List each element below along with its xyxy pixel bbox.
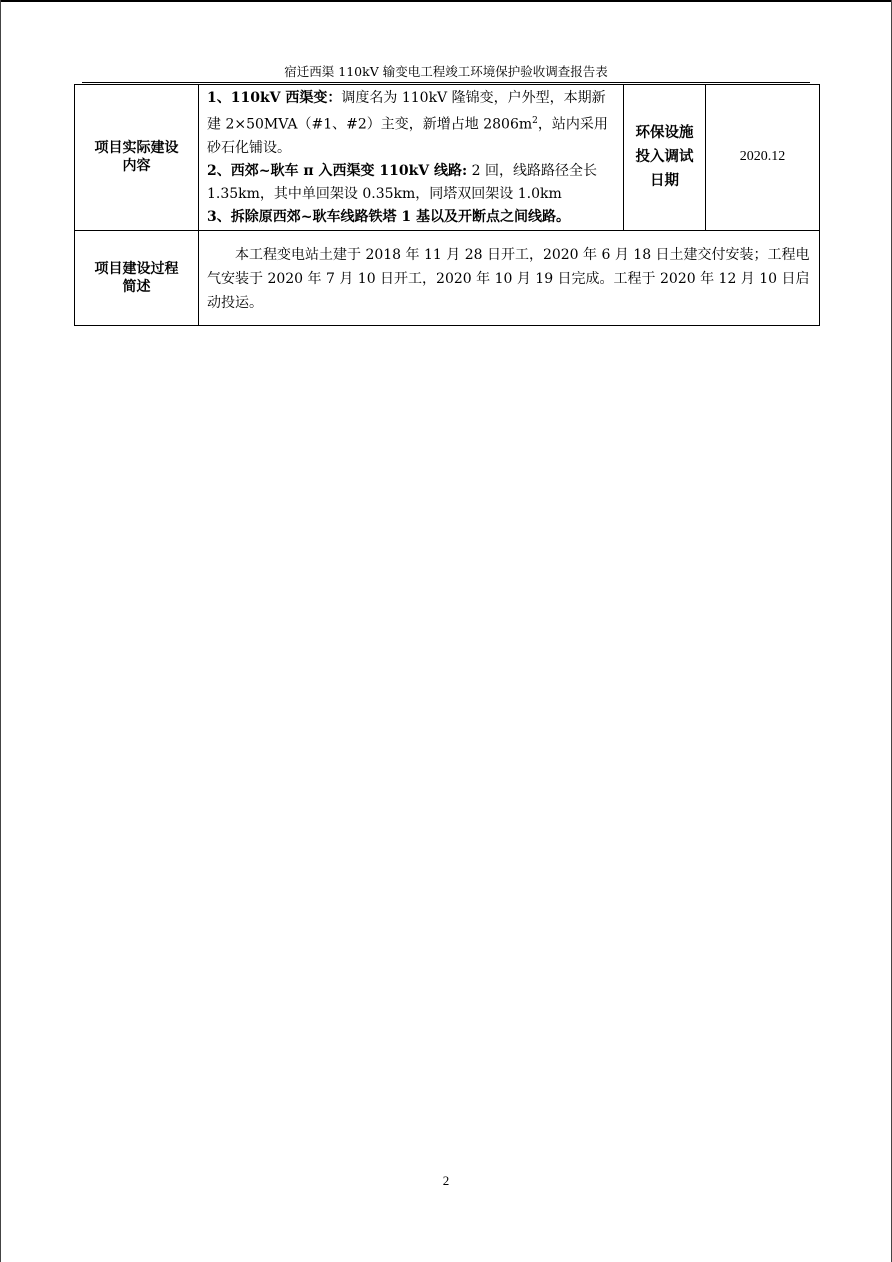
construction-process-text: 本工程变电站土建于 2018 年 11 月 28 日开工，2020 年 6 月 18 日土建交付安装；工程电气安装于 2020 年 7 月 10 日开工，2020 年 10 月 19 日完成。工程于 2020 年 12 月 10 日启动投运。 bbox=[207, 246, 810, 311]
item-1-text-b: ，站内采用砂石化铺设。 bbox=[207, 116, 608, 156]
item-2-title: 2、西郊~耿车 π 入西渠变 110kV 线路: bbox=[207, 162, 468, 179]
label-construction-process bbox=[75, 230, 199, 325]
content-item-1 bbox=[207, 87, 617, 160]
item-3-text: 3、拆除原西郊~耿车线路铁塔 1 基以及开断点之间线路。 bbox=[207, 208, 570, 225]
item-1-text-a: 调度名为 110kV 隆锦变，户外型，本期新建 2×50MVA（#1、#2）主变，新增占地 2806m bbox=[207, 90, 606, 133]
page-left-border bbox=[0, 0, 1, 1262]
running-header: 宿迁西渠 110kV 输变电工程竣工环境保护验收调查报告表 bbox=[284, 64, 608, 79]
content-item-2 bbox=[207, 160, 617, 206]
report-table bbox=[74, 84, 820, 326]
page-top-border bbox=[0, 0, 892, 2]
construction-process-cell bbox=[199, 230, 820, 325]
label-text: 项目实际建设内容 bbox=[94, 140, 179, 175]
page-number: 2 bbox=[442, 1173, 450, 1188]
label-commissioning-date bbox=[624, 85, 706, 231]
item-2-text: 2 回，线路路径全长 1.35km，其中单回架设 0.35km，同塔双回架设 1.0km bbox=[207, 162, 597, 202]
item-1-title: 1、110kV 西渠变： bbox=[207, 90, 342, 106]
table-row-construction-content bbox=[75, 85, 820, 231]
commissioning-date-value: 2020.12 bbox=[706, 85, 820, 231]
label-text-2: 项目建设过程简述 bbox=[94, 260, 179, 295]
header-rule bbox=[82, 82, 810, 83]
construction-content-cell bbox=[199, 85, 624, 231]
label-actual-construction-content bbox=[75, 85, 199, 231]
superscript-2: 2 bbox=[532, 116, 538, 126]
content-item-3 bbox=[207, 206, 617, 229]
label2-text: 环保设施投入调试日期 bbox=[635, 125, 694, 190]
table-row-construction-process bbox=[75, 230, 820, 325]
